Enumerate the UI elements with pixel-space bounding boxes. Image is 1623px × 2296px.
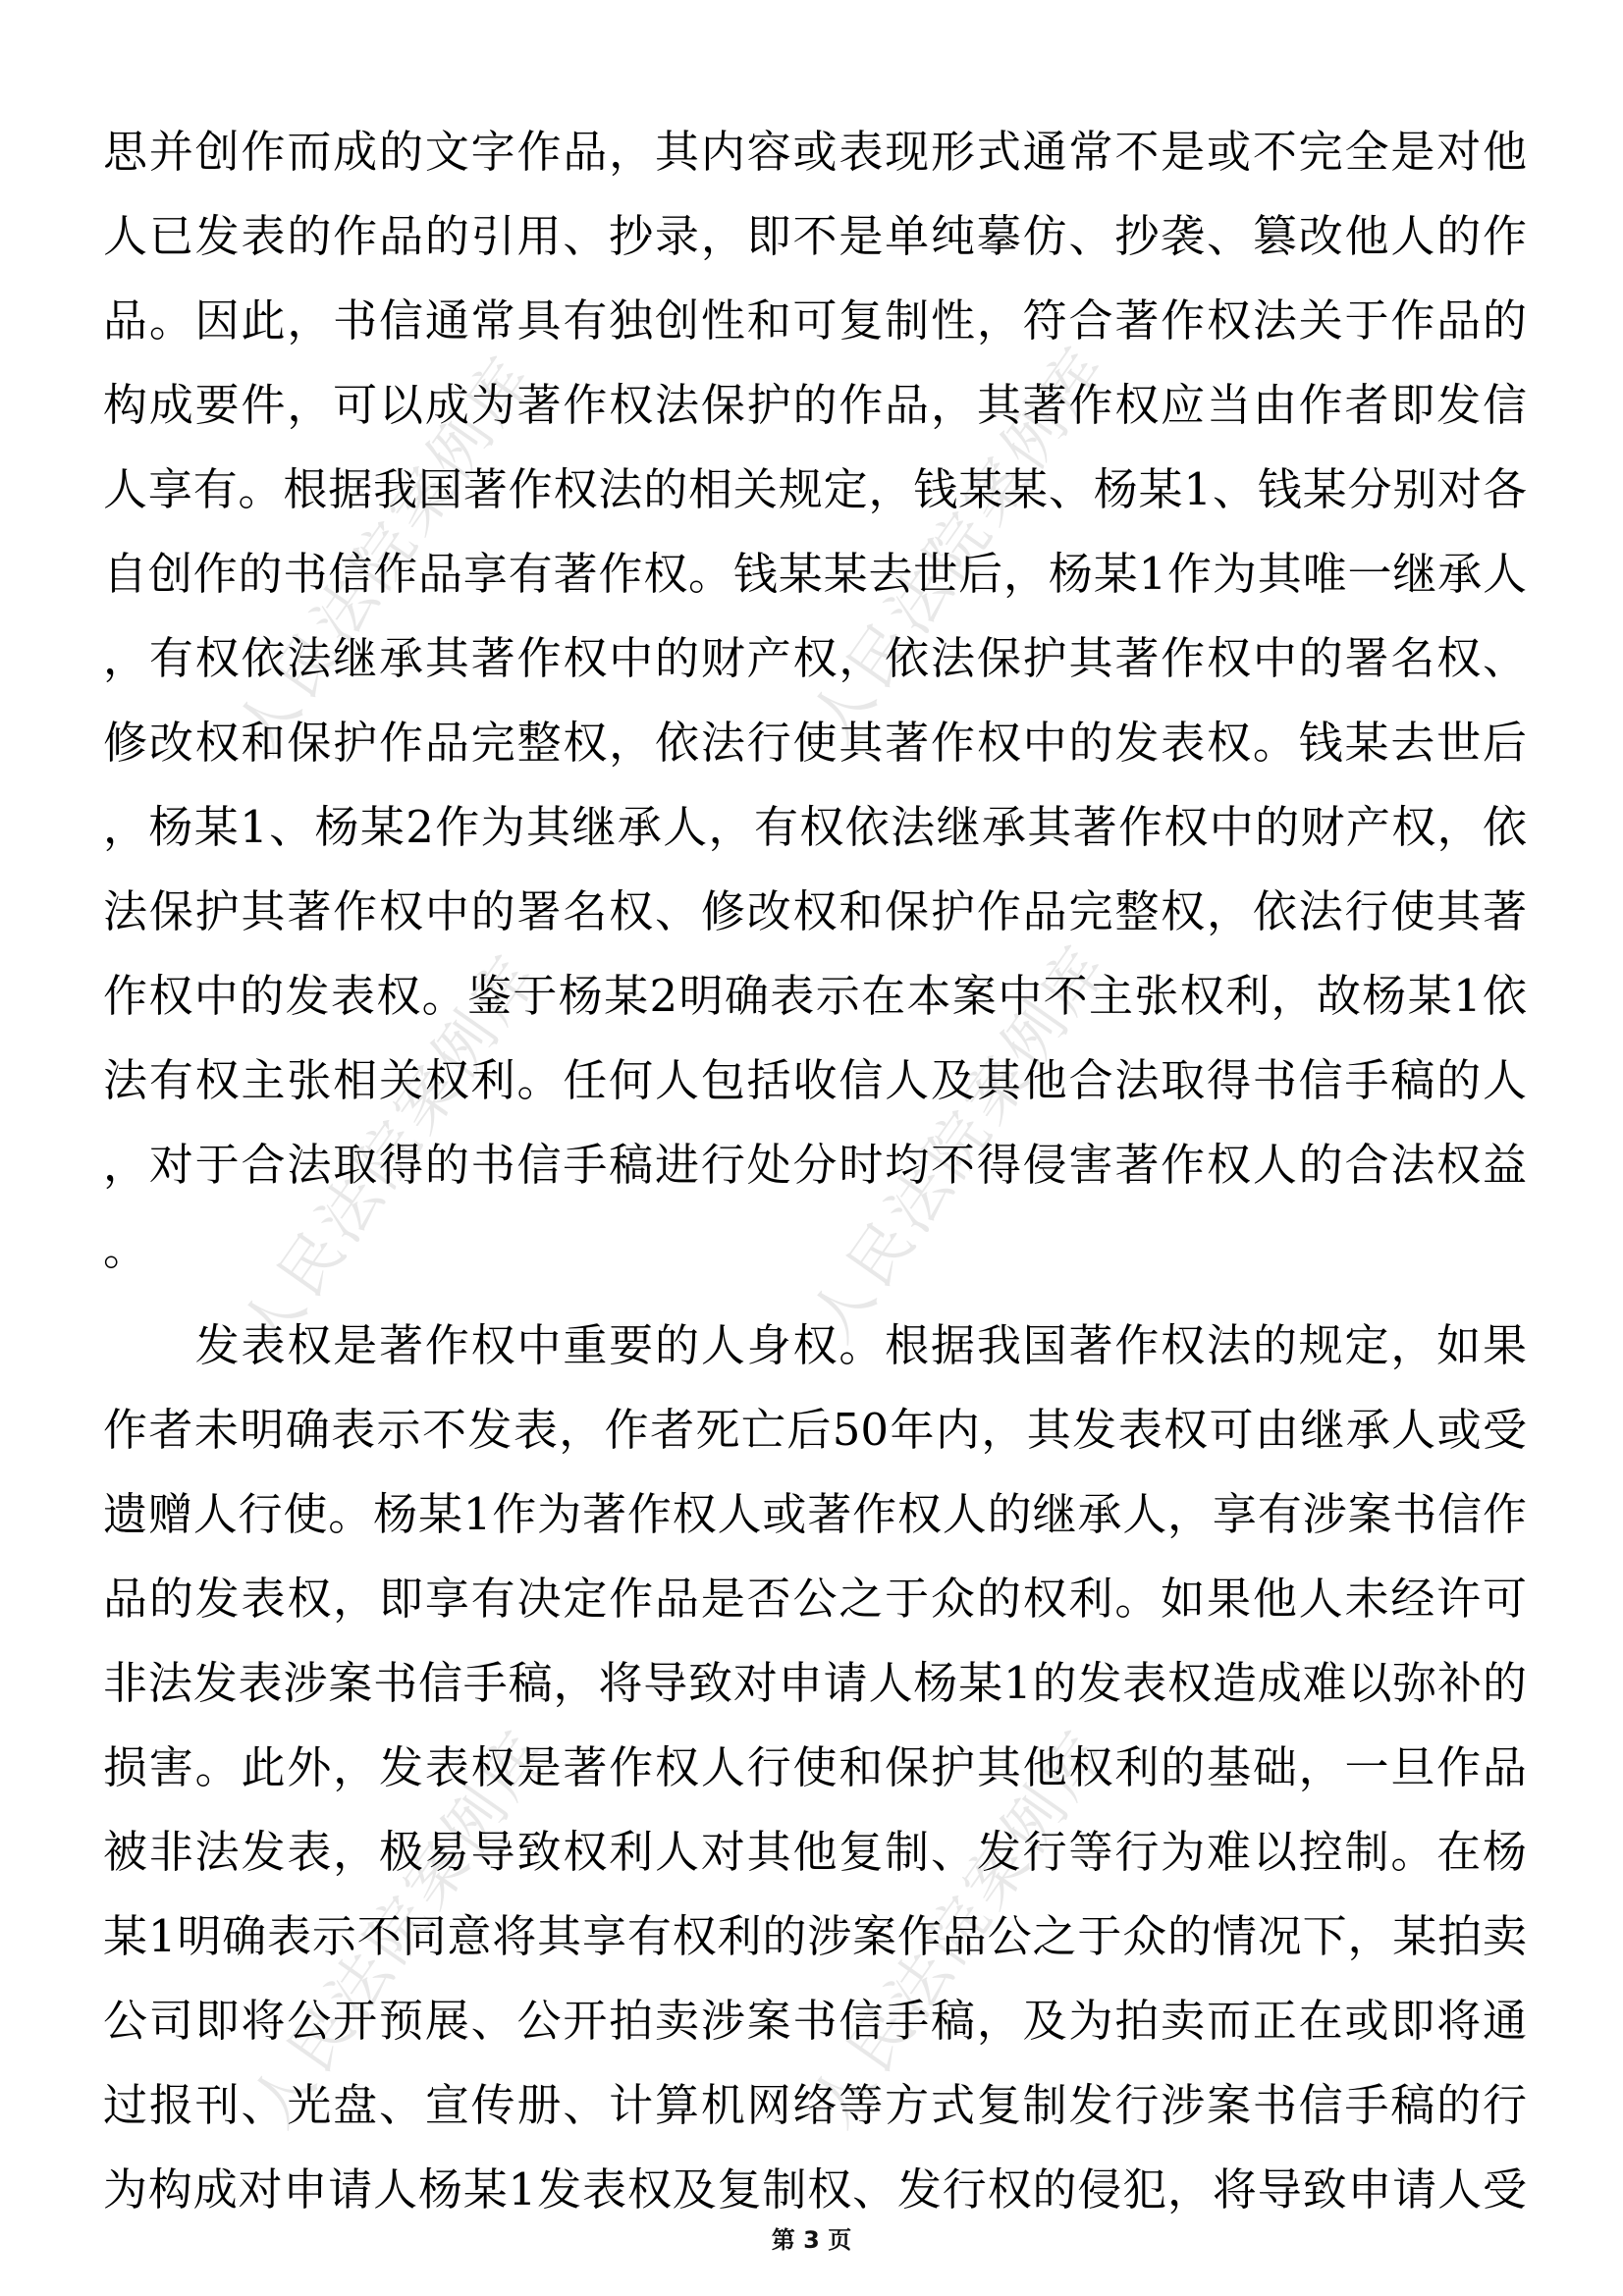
text-line: 非法发表涉案书信手稿，将导致对申请人杨某1的发表权造成难以弥补的 — [103, 1657, 1527, 1709]
text-line: 过报刊、光盘、宣传册、计算机网络等方式复制发行涉案书信手稿的行 — [103, 2079, 1527, 2131]
watermark: 人民法院案例库 — [795, 1715, 1123, 2140]
text-line: 被非法发表，极易导致权利人对其他复制、发行等行为难以控制。在杨 — [103, 1826, 1527, 1878]
text-line: 修改权和保护作品完整权，依法行使其著作权中的发表权。钱某去世后 — [103, 717, 1527, 769]
text-line: 思并创作而成的文字作品，其内容或表现形式通常不是或不完全是对他 — [103, 126, 1527, 178]
text-line: ，有权依法继承其著作权中的财产权，依法保护其著作权中的署名权、 — [103, 632, 1527, 684]
text-line: 品的发表权，即享有决定作品是否公之于众的权利。如果他人未经许可 — [103, 1573, 1527, 1625]
text-line: ，杨某1、杨某2作为其继承人，有权依法继承其著作权中的财产权，依 — [103, 801, 1527, 853]
watermark: 人民法院案例库 — [236, 1715, 564, 2140]
text-line: 法有权主张相关权利。任何人包括收信人及其他合法取得书信手稿的人 — [103, 1054, 1527, 1106]
text-line: 。 — [103, 1223, 148, 1275]
watermark: 人民法院案例库 — [795, 930, 1123, 1355]
text-line: 人已发表的作品的引用、抄录，即不是单纯摹仿、抄袭、篡改他人的作 — [103, 210, 1527, 262]
text-line: 遗赠人行使。杨某1作为著作权人或著作权人的继承人，享有涉案书信作 — [103, 1488, 1527, 1540]
document-body — [103, 110, 1527, 2232]
text-line: 作权中的发表权。鉴于杨某2明确表示在本案中不主张权利，故杨某1依 — [103, 970, 1527, 1022]
text-line: 品。因此，书信通常具有独创性和可复制性，符合著作权法关于作品的 — [103, 294, 1527, 347]
text-line: 公司即将公开预展、公开拍卖涉案书信手稿，及为拍卖而正在或即将通 — [103, 1995, 1527, 2047]
text-line: 损害。此外，发表权是著作权人行使和保护其他权利的基础，一旦作品 — [103, 1741, 1527, 1793]
page-number: 第 3 页 — [771, 2226, 852, 2254]
watermark: 人民法院案例库 — [226, 939, 554, 1364]
text-line: 发表权是著作权中重要的人身权。根据我国著作权法的规定，如果 — [103, 1319, 1527, 1371]
text-line: 为构成对申请人杨某1发表权及复制权、发行权的侵犯，将导致申请人受 — [103, 2163, 1527, 2216]
text-line: 法保护其著作权中的署名权、修改权和保护作品完整权，依法行使其著 — [103, 885, 1527, 937]
watermark: 人民法院案例库 — [221, 341, 549, 766]
text-line: 人享有。根据我国著作权法的相关规定，钱某某、杨某1、钱某分别对各 — [103, 463, 1527, 515]
watermark: 人民法院案例库 — [795, 331, 1123, 756]
text-line: 自创作的书信作品享有著作权。钱某某去世后，杨某1作为其唯一继承人 — [103, 548, 1527, 600]
text-line: 构成要件，可以成为著作权法保护的作品，其著作权应当由作者即发信 — [103, 379, 1527, 431]
text-line: 某1明确表示不同意将其享有权利的涉案作品公之于众的情况下，某拍卖 — [103, 1910, 1527, 1962]
text-line: 作者未明确表示不发表，作者死亡后50年内，其发表权可由继承人或受 — [103, 1404, 1527, 1456]
text-line: ，对于合法取得的书信手稿进行处分时均不得侵害著作权人的合法权益 — [103, 1139, 1527, 1191]
